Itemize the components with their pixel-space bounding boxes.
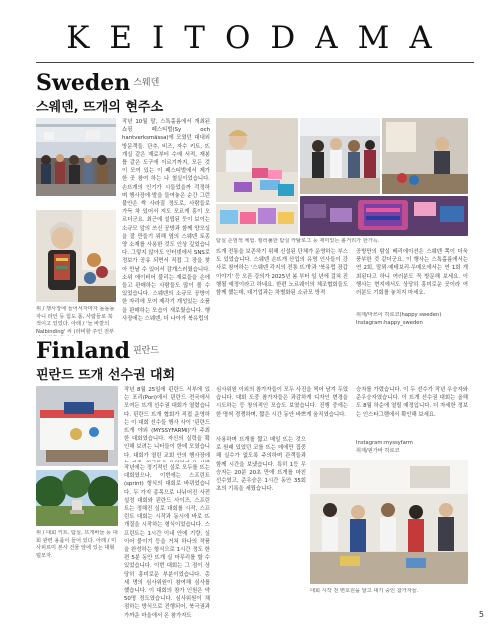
sweden-credit: 취재/마쓰이 히로코(happy sweden) Instagram:happy_sweden <box>356 312 442 326</box>
sweden-caption-center: 탐실 손염색 체험. 컬러풀한 탐실 카탈로그 등 재미있는 볼거리가 한가득. <box>216 238 380 244</box>
sweden-title-ko: 스웨덴 <box>133 78 160 88</box>
finland-body-col3a: 심사위원 이외의 참가자들이 모두 사진을 찍어 남겨 두었습니다. 대회 도중 참가자들은 과감하게 디자인 변경을 시도하는 등 창의적인 모습도 보였습니다. 진행 중에는 한 명씩 경쟁하며, 짧은 시간 동안 바쁘게 움직였습니다. <box>216 387 348 418</box>
finland-body-col3b: 사용하며 뜨개를 짧고 매일 뜨는 것으로 원래 있었던 코를 뜨는 데에만 집중해 실수가 없도록 주의하며 관객들과 함께 시간을 보냈습니다. 특히 1등 우승자는 20분 20초 만에 뜨개를 마친 선수였고, 준우승은 1시간 동안 35회 초의 기록을 세웠습니다. <box>216 437 306 493</box>
finland-subtitle: 핀란드 뜨개 선수권 대회 <box>36 368 176 383</box>
sweden-photo-shop <box>382 118 468 194</box>
finland-caption-left: 위 / 대회 키트. 탐실, 뜨개바늘 등 대회 관련 용품이 들어 있다. 아래 / 미사피르미 본사 건물 앞에 있는 대형 털모자. <box>36 530 118 559</box>
sweden-photo-yarn-skeins <box>300 196 468 236</box>
finland-photo-garden <box>36 470 118 526</box>
page-number: 5 <box>478 610 484 619</box>
sweden-photo-workshop <box>300 118 380 194</box>
sweden-body-col2: 뜨개 전통을 보존하기 위해 신설된 단체가 운영하는 부스도 있었습니다. 스웨덴 손뜨개 산업의 유명 인사들이 강사로 참여하는 '스웨덴 각지의 전통 뜨개'과 '북유럽 장갑 이야기' 등 오픈 강의가 2025년 봄 부터 일 년에 걸쳐 진행될 예정이라고 하네요. 한편 노르웨이의 체조협회들도 함께 했는데, 대기업과는 차별화된 소규모 방적 <box>216 249 348 297</box>
sweden-title: Sweden <box>36 70 131 96</box>
finland-title: Finland <box>36 338 130 364</box>
sweden-photo-hands <box>216 204 298 234</box>
sweden-heading <box>36 70 236 96</box>
finland-body-col1: 작년 8월 25일에 핀란드 서부에 있는 포리(Pori)에서 핀란드 전국에서 모여든 뜨개 선수권 대회가 열렸습니다. 핀란드 뜨개 협회가 직접 운영하는 이 대회 선수들 행사 사이 '핀란드 뜨개 야외 (MYSSYFARMI)'가 주최한 대회였습니다. 자신의 실력을 확인해 보려는 니터들이 한데 모였습니다. 대회가 열린 교회 안의 행사장에 <box>124 387 210 459</box>
finland-body-col2: 작년에는 정기적인 실로 모두를 뜨는 대회였으나, 이번에는 스프린트(sprint) 형식의 대회로 바뀌었습니다. 두 가지 종목으로 나뉘어진 사전 설정 대회와 핀란드 사이즈, 스프린트는 정해진 실로 대회를 시작, 스프린트 대회는 시작과 동시에 바로 뜨개질을 시작하는 형식이었습니다. 스프린트는 1시간 이내 안에 기량, 실 이어 붙이기 등을 거쳐 하나의 작품을 완성하는 형식으로 1시간 정도 한편 5분 동안 뜨개 실 마무리를 할 수 있었습니다. 이번 대회는 그 점이 상당히 흥미로운 부분이었습니다. 총 세 명의 심사위원이 참여해 심사를 했습니다. 이 대회의 참가 인원은 약 50명 정도였습니다. 심사위원이 채점하는 방식으로 진행되어, 북극권과 가까운 마을에서 온 참가자도 <box>124 465 210 619</box>
finland-heading <box>36 338 236 364</box>
finland-credit: Instagram:myssyfarm 취재/핀가바 히로코 <box>356 440 413 454</box>
sweden-body-col3: 공방만의 탐실 베리에이션은 스웨덴 쪽이 더욱 풍부한 것 같더군요. 이 행사는 스톡홀름에서는 연 2회, 말뫼·예테보리·우메오에서는 연 1회 개최된다고 하니 여러분도 꼭 방문해 보세요. 이 행사는 현지에서도 상당히 흥미로운 곳이라 여러분도 기회를 놓치지 마세요. <box>356 249 468 297</box>
sweden-photo-dyeing <box>216 118 298 202</box>
sweden-subtitle: 스웨덴, 뜨개의 현주소 <box>36 100 164 115</box>
finland-photo-kit <box>36 386 118 466</box>
masthead: KEITODAMA <box>66 20 452 56</box>
sweden-body-col1: 작년 10월 말, 스톡홀름에서 개최된 쇼핑 페스티벌(Sy och hantverksmässa)에 모였던 대내외 방문객들. 단추, 비즈, 자수 키트, 뜨개실 같은 재료부터 수예 서적, 재봉틀 같은 도구에 이르기까지, 모든 것이 모여 있는 이 페스티벌에서 제가 한 곳 참여 하는 나 철실이었습니다. 손뜨개의 인기가 시들었을까 걱정하며 행사장에 발을 들여놓은 순간 그런 불안은 싹 사라질 정도로, 사람들로 가득 차 있어서 저도 모르게 흥이 오르더군요. 최근에 설립된 듯이 보이는 소규모 앞의 쓰신 공방과 함께 양모실을 잘 만들기 위해 옆의 스웨덴 토종 양 소재를 사용한 것도 인상 깊었습니다. 그렇지 않아도 인터넷에서 SNS로 정보가 공유 되면서 직접 그 장을 찾아 만날 수 있어서 감개스러웠습니다. 소위 에이비어 불리는 재료들을 손에 들고 판매하는 사람들도 많이 볼 수 있었습니다. 스웨덴의 소규모 공방이 한 자리에 모여 제각기 개성있는 소품을 판매하는 모습이 새로웠습니다. 행사장에는 스웨덴, 더 나아가 북유럽의 <box>122 119 210 322</box>
sweden-photo-fair <box>36 118 116 196</box>
finland-title-ko: 핀란드 <box>132 346 160 356</box>
finland-photo-competition <box>310 460 468 584</box>
sweden-caption-left: 위 / 행사장에 들어서자마자 돌돌돌 자니 라인 등 힘도 폼, 사람들로 북적이고 있었다. 아래 / '늘 바깥의 Nalbinding' 씨 (라비할 주인 전부 <box>36 306 115 335</box>
finland-caption-right: 대회 시작 전 변호원을 알고 대기 중인 참가자들. <box>310 588 419 594</box>
sweden-photo-vendor <box>36 210 116 302</box>
finland-body-col4: 승자를 가렸습니다. 이 두 선수가 작년 우승자와 준우승자였습니다. 이 뜨개 선수권 대회는 올해도 8월 하순에 열릴 예정입니다. 더 자세한 정보는 인스타그램에서 확인해 보세요. <box>356 387 468 418</box>
masthead-rule <box>36 62 474 63</box>
